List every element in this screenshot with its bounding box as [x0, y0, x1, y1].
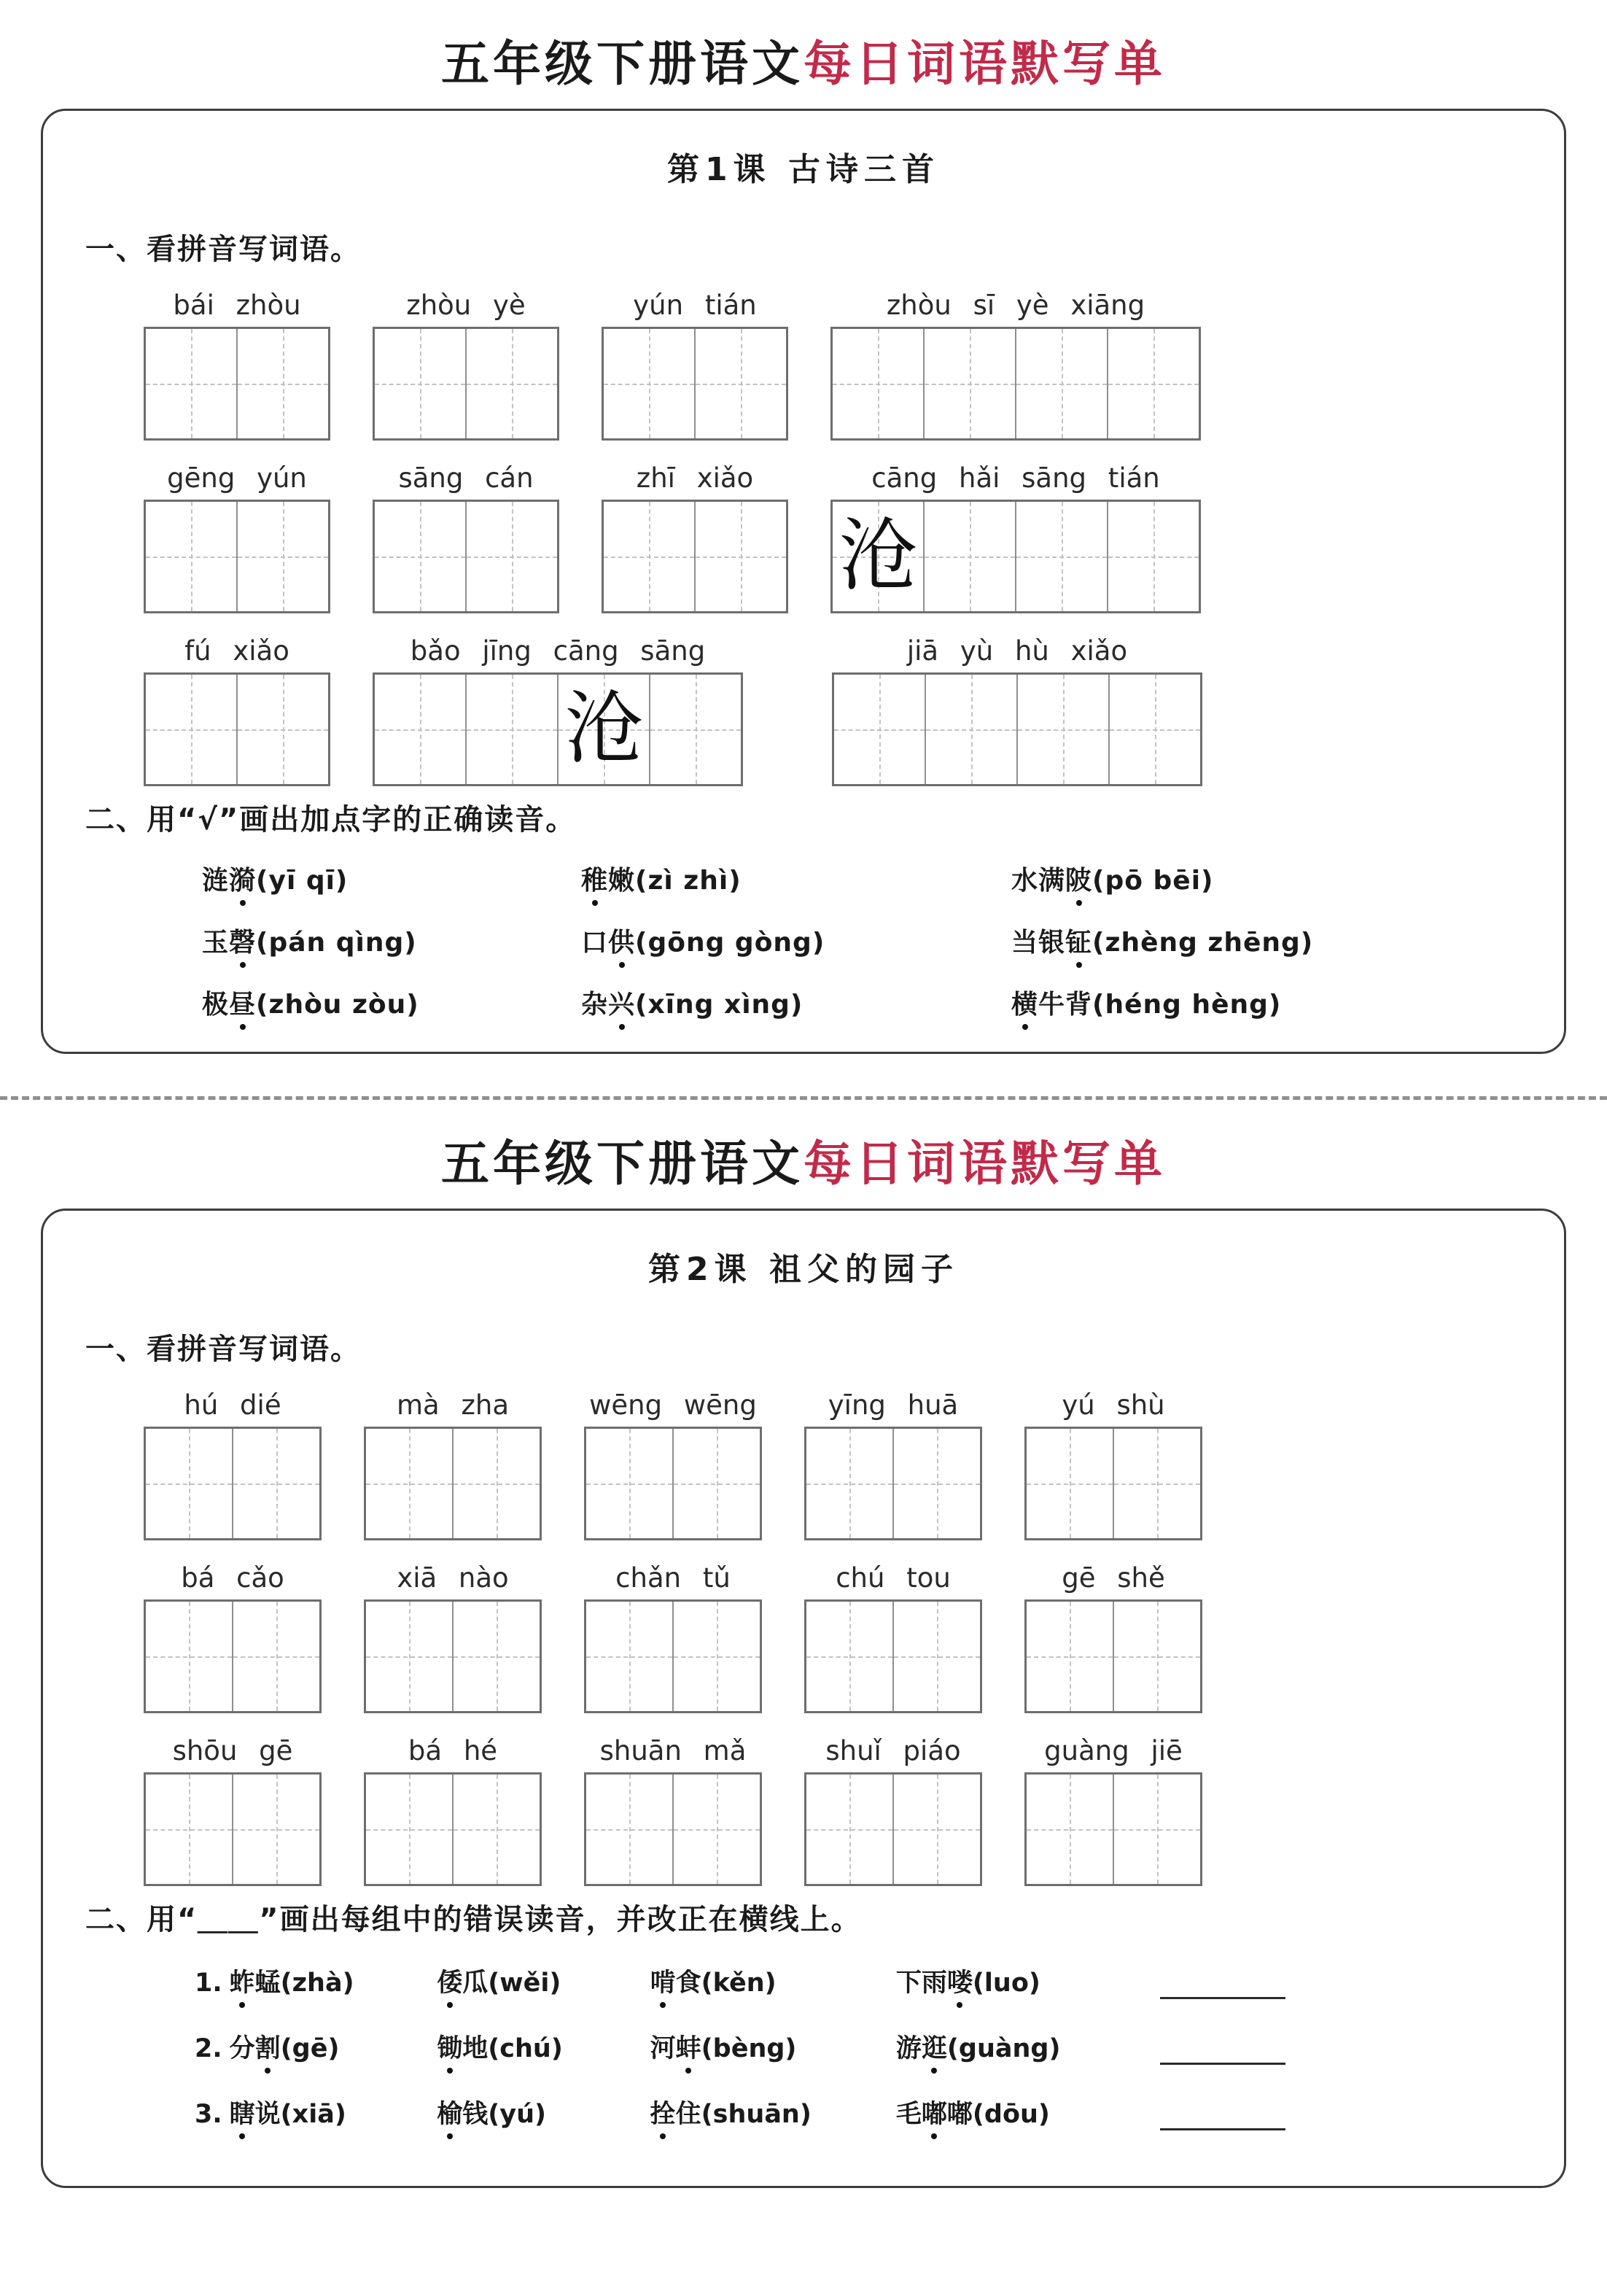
- worksheet-title-black: 五年级下册语文: [441, 1136, 803, 1192]
- pinyin-label: shuǐ piáo: [825, 1735, 961, 1766]
- dotted-char: 锄: [437, 2034, 463, 2063]
- writing-grid: [804, 1427, 982, 1540]
- writing-grid: [373, 500, 559, 613]
- dotted-char: 陂: [1065, 866, 1093, 896]
- dotted-char: 蚌: [675, 2034, 701, 2063]
- pinyin-group: [144, 462, 330, 613]
- pinyin-label: yún tián: [633, 290, 757, 321]
- pinyin-label: yú shù: [1062, 1389, 1165, 1421]
- prefilled-char: 沧: [838, 511, 917, 602]
- pinyin-group: [1024, 1389, 1202, 1540]
- pinyin-group: [832, 635, 1202, 786]
- writing-grid: [1024, 1599, 1202, 1713]
- writing-cell: [559, 675, 650, 784]
- writing-cell: [146, 675, 238, 784]
- pinyin-label: hú dié: [184, 1389, 281, 1421]
- writing-grid: [144, 672, 330, 786]
- pronunciation-item: 口供(gōng gòng): [581, 928, 825, 958]
- writing-grid: [144, 1599, 322, 1713]
- pinyin-row: [144, 290, 1564, 441]
- pinyin-label: yīng huā: [828, 1389, 959, 1421]
- writing-cell: [925, 329, 1016, 438]
- pronunciation-item: 极昼(zhòu zòu): [202, 990, 419, 1020]
- dotted-char: 瞎: [229, 2100, 255, 2129]
- writing-grid: [144, 327, 330, 441]
- prefilled-char: 沧: [564, 683, 643, 775]
- writing-cell: [674, 1775, 760, 1884]
- pinyin-group: [144, 1389, 322, 1540]
- pinyin-group: [830, 290, 1201, 441]
- dotted-char: 蚱: [229, 1969, 255, 1998]
- item-number: 3.: [195, 2100, 222, 2129]
- pinyin-label: gē shě: [1062, 1562, 1165, 1594]
- writing-cell: [1110, 675, 1200, 784]
- pinyin-label: bái zhòu: [173, 290, 301, 321]
- pinyin-group: [804, 1562, 982, 1713]
- dotted-char: 兴: [608, 990, 636, 1020]
- pinyin-group: [144, 635, 330, 786]
- pinyin-group: [364, 1735, 542, 1886]
- writing-grid: [144, 1772, 322, 1886]
- writing-cell: [366, 1775, 454, 1884]
- pronunciation-item: 水满陂(pō bēi): [1011, 866, 1214, 896]
- writing-cell: [146, 1775, 233, 1884]
- error-reading-list: [195, 1963, 1564, 2130]
- writing-cell: [604, 329, 696, 438]
- dotted-char: 稚: [581, 866, 609, 896]
- pinyin-row: [144, 1735, 1564, 1886]
- worksheet-title-red: 每日词语默写单: [803, 36, 1166, 92]
- pronunciation-item: 稚嫩(zì zhì): [581, 866, 742, 896]
- writing-cell: [366, 1429, 454, 1538]
- writing-grid: [1024, 1772, 1202, 1886]
- pinyin-label: bǎo jīng cāng sāng: [410, 635, 706, 667]
- pinyin-label: mà zha: [396, 1389, 510, 1421]
- writing-cell: [696, 329, 786, 438]
- worksheet-title-black: 五年级下册语文: [441, 36, 803, 92]
- writing-cell: [834, 675, 926, 784]
- writing-grid: [804, 1599, 982, 1713]
- pronunciation-item: 涟漪(yī qī): [202, 866, 349, 896]
- writing-cell: [1016, 502, 1108, 611]
- writing-grid: [584, 1772, 762, 1886]
- pinyin-label: bá hé: [408, 1735, 498, 1766]
- pinyin-label: chǎn tǔ: [615, 1562, 731, 1594]
- pinyin-group: [584, 1735, 762, 1886]
- writing-grid: [602, 327, 788, 441]
- pinyin-group: [373, 290, 559, 441]
- dotted-char: 漪: [229, 866, 257, 896]
- writing-cell: [586, 1429, 674, 1538]
- writing-cell: [1108, 329, 1199, 438]
- writing-cell: [375, 502, 467, 611]
- writing-grid: [830, 500, 1201, 613]
- writing-cell: [1016, 329, 1108, 438]
- writing-grid: [804, 1772, 982, 1886]
- pinyin-label: bá cǎo: [181, 1562, 284, 1594]
- writing-cell: [1108, 502, 1199, 611]
- word-with-reading: 锄地(chú): [437, 2034, 563, 2063]
- writing-cell: [1018, 675, 1110, 784]
- error-reading-item: [195, 1963, 1564, 1999]
- error-reading-item: [195, 2028, 1564, 2065]
- dotted-char: 拴: [650, 2100, 676, 2129]
- pinyin-group: [584, 1562, 762, 1713]
- dotted-char: 割: [254, 2034, 281, 2063]
- writing-cell: [146, 502, 238, 611]
- writing-cell: [806, 1602, 894, 1711]
- pinyin-label: jiā yù hù xiǎo: [906, 635, 1128, 667]
- word-with-reading: 倭瓜(wěi): [437, 1969, 561, 1998]
- word-with-reading: 游逛(guàng): [895, 2034, 1061, 2063]
- writing-cell: [604, 502, 696, 611]
- dotted-char: 横: [1011, 990, 1039, 1020]
- page-break-dashed-line: [0, 1096, 1607, 1100]
- dotted-char: 倭: [437, 1969, 463, 1998]
- dotted-char: 钲: [1065, 928, 1093, 958]
- writing-cell: [806, 1775, 894, 1884]
- writing-grid: [584, 1599, 762, 1713]
- writing-grid: [832, 672, 1202, 786]
- writing-cell: [674, 1602, 760, 1711]
- lesson1-section1-label: 一、看拼音写词语。: [85, 233, 361, 266]
- pinyin-group: [144, 290, 330, 441]
- word-with-reading: 瞎说(xiā): [229, 2100, 346, 2129]
- writing-cell: [650, 675, 741, 784]
- writing-cell: [454, 1429, 540, 1538]
- word-with-reading: 拴住(shuān): [650, 2100, 812, 2129]
- writing-cell: [375, 329, 467, 438]
- dotted-char: 喽: [946, 1969, 973, 1998]
- writing-cell: [233, 1602, 319, 1711]
- writing-cell: [366, 1602, 454, 1711]
- pinyin-label: zhī xiǎo: [636, 462, 754, 494]
- writing-grid: [602, 500, 788, 613]
- pinyin-label: wēng wēng: [589, 1389, 757, 1421]
- pinyin-group: [364, 1389, 542, 1540]
- pinyin-group: [144, 1735, 322, 1886]
- writing-cell: [467, 675, 559, 784]
- writing-cell: [894, 1602, 980, 1711]
- writing-cell: [696, 502, 786, 611]
- pinyin-row: [144, 1562, 1564, 1713]
- dotted-char: 逛: [921, 2034, 947, 2063]
- writing-cell: [806, 1429, 894, 1538]
- writing-grid: [584, 1427, 762, 1540]
- pinyin-label: gēng yún: [167, 462, 307, 494]
- pronunciation-item: 横牛背(héng hèng): [1011, 990, 1282, 1020]
- writing-cell: [1114, 1602, 1200, 1711]
- writing-grid: [144, 1427, 322, 1540]
- lesson1-title: 第1课 古诗三首: [667, 151, 940, 188]
- pinyin-group: [584, 1389, 762, 1540]
- word-with-reading: 毛嘟嘟(dōu): [895, 2100, 1050, 2129]
- writing-cell: [674, 1429, 760, 1538]
- writing-cell: [586, 1775, 674, 1884]
- writing-cell: [233, 1429, 319, 1538]
- pinyin-label: guàng jiē: [1044, 1735, 1183, 1766]
- pinyin-label: zhòu yè: [406, 290, 526, 321]
- answer-blank-line: [1160, 2103, 1285, 2130]
- word-with-reading: 河蚌(bèng): [650, 2034, 797, 2063]
- writing-cell: [146, 1602, 233, 1711]
- lesson2-section1-label: 一、看拼音写词语。: [85, 1333, 361, 1366]
- worksheet-title: [0, 25, 1607, 94]
- writing-grid: [144, 500, 330, 613]
- writing-cell: [586, 1602, 674, 1711]
- word-with-reading: 啃食(kěn): [650, 1969, 777, 1998]
- pronunciation-choice-list: [202, 860, 1564, 1021]
- pinyin-group: [1024, 1562, 1202, 1713]
- pronunciation-item: 玉磬(pán qìng): [202, 928, 417, 958]
- pinyin-label: xiā nào: [397, 1562, 509, 1594]
- error-reading-item: [195, 2094, 1564, 2130]
- lesson2-section2-label: 二、用“＿＿”画出每组中的错误读音，并改正在横线上。: [85, 1903, 862, 1936]
- pinyin-label: sāng cán: [398, 462, 534, 494]
- writing-cell: [454, 1602, 540, 1711]
- writing-cell: [925, 502, 1016, 611]
- writing-cell: [146, 1429, 233, 1538]
- writing-grid: [364, 1772, 542, 1886]
- answer-blank-line: [1160, 2037, 1285, 2065]
- pinyin-label: zhòu sī yè xiāng: [886, 290, 1145, 321]
- word-with-reading: 分割(gē): [229, 2034, 340, 2063]
- worksheet-title-red: 每日词语默写单: [803, 1136, 1166, 1192]
- word-with-reading: 榆钱(yú): [437, 2100, 546, 2129]
- dotted-char: 嘟: [921, 2100, 947, 2129]
- writing-cell: [1114, 1429, 1200, 1538]
- writing-grid: [373, 672, 743, 786]
- dotted-char: 昼: [229, 990, 257, 1020]
- lesson2-title: 第2课 祖父的园子: [648, 1251, 959, 1288]
- dotted-char: 磬: [229, 928, 257, 958]
- dotted-char: 供: [608, 928, 636, 958]
- writing-cell: [146, 329, 238, 438]
- writing-cell: [375, 675, 467, 784]
- writing-grid: [1024, 1427, 1202, 1540]
- pronunciation-item: 当银钲(zhèng zhēng): [1011, 928, 1314, 958]
- pinyin-group: [830, 462, 1201, 613]
- writing-cell: [926, 675, 1018, 784]
- pinyin-label: fú xiǎo: [184, 635, 289, 667]
- writing-cell: [1114, 1775, 1200, 1884]
- pinyin-group: [804, 1389, 982, 1540]
- writing-cell: [467, 329, 557, 438]
- lesson1-sheet: [41, 109, 1566, 1054]
- writing-cell: [467, 502, 557, 611]
- dotted-char: 榆: [437, 2100, 463, 2129]
- word-with-reading: 蚱蜢(zhà): [229, 1969, 354, 1998]
- writing-cell: [1027, 1429, 1114, 1538]
- dotted-char: 啃: [650, 1969, 676, 1998]
- word-with-reading: 下雨喽(luo): [895, 1969, 1040, 1998]
- pinyin-label: cāng hǎi sāng tián: [871, 462, 1160, 494]
- pinyin-row: [144, 1389, 1564, 1540]
- pinyin-group: [373, 462, 559, 613]
- pinyin-group: [602, 462, 788, 613]
- writing-cell: [1027, 1775, 1114, 1884]
- pinyin-group: [373, 635, 743, 786]
- writing-cell: [833, 329, 925, 438]
- writing-cell: [238, 675, 328, 784]
- item-number: 2.: [195, 2034, 222, 2063]
- pinyin-row: [144, 635, 1564, 786]
- writing-cell: [238, 502, 328, 611]
- pronunciation-item: 杂兴(xīng xìng): [581, 990, 803, 1020]
- item-number: 1.: [195, 1969, 222, 1998]
- pinyin-row: [144, 462, 1564, 613]
- worksheet-title: [0, 1125, 1607, 1194]
- pinyin-label: chú tou: [836, 1562, 951, 1594]
- pinyin-group: [144, 1562, 322, 1713]
- pinyin-label: shuān mǎ: [599, 1735, 747, 1766]
- lesson1-section2-label: 二、用“√”画出加点字的正确读音。: [85, 803, 577, 837]
- pinyin-group: [1024, 1735, 1202, 1886]
- writing-cell: [233, 1775, 319, 1884]
- answer-blank-line: [1160, 1971, 1285, 1999]
- writing-cell: [238, 329, 328, 438]
- pinyin-group: [364, 1562, 542, 1713]
- writing-cell: [894, 1775, 980, 1884]
- writing-cell: [833, 502, 925, 611]
- writing-cell: [454, 1775, 540, 1884]
- writing-grid: [830, 327, 1201, 441]
- writing-cell: [1027, 1602, 1114, 1711]
- pinyin-group: [804, 1735, 982, 1886]
- writing-grid: [364, 1599, 542, 1713]
- pinyin-group: [602, 290, 788, 441]
- writing-cell: [894, 1429, 980, 1538]
- writing-grid: [364, 1427, 542, 1540]
- writing-grid: [373, 327, 559, 441]
- lesson2-sheet: [41, 1209, 1566, 2188]
- pinyin-label: shōu gē: [172, 1735, 293, 1766]
